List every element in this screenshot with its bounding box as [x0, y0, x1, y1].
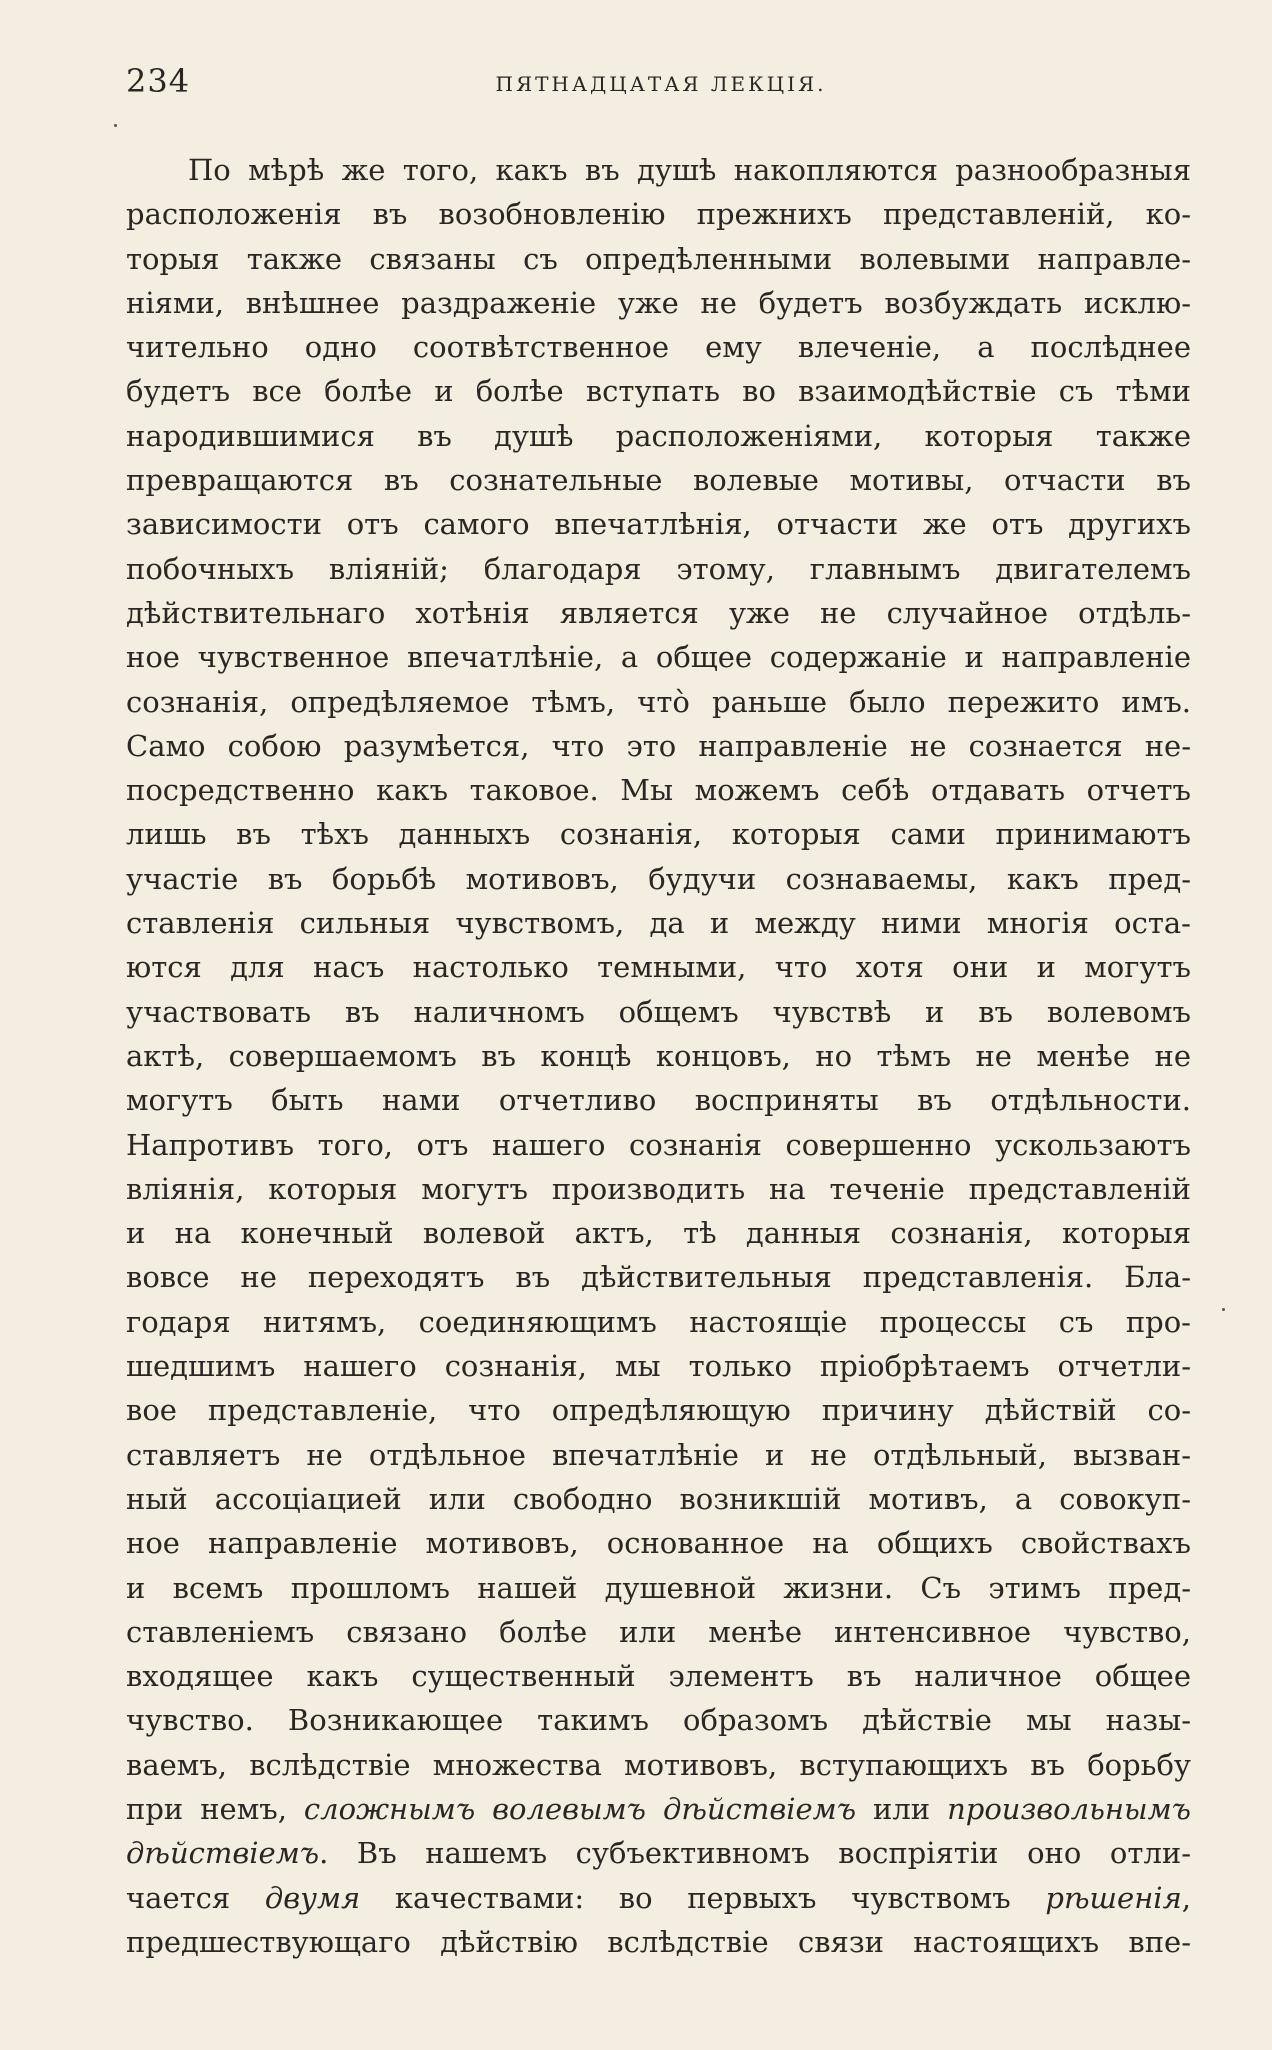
text-line: торыя также связаны съ опредѣленными волевыми направле-	[126, 241, 1191, 276]
emphasized-term: сложнымъ волевымъ дѣйствіемъ	[303, 1791, 857, 1826]
text-line: Напротивъ того, отъ нашего сознанія совершенно ускользаютъ	[126, 1127, 1191, 1162]
text-line: будетъ все болѣе и болѣе вступать во взаимодѣйствіе съ тѣми	[126, 374, 1191, 409]
page-header	[126, 62, 1196, 102]
text-line: актѣ, совершаемомъ въ концѣ концовъ, но тѣмъ не менѣе не	[126, 1038, 1191, 1073]
text-line: и всемъ прошломъ нашей душевной жизни. Съ этимъ пред-	[126, 1570, 1191, 1605]
text-line: предшествующаго дѣйствію вслѣдствіе связи настоящихъ впе-	[126, 1924, 1191, 1959]
print-speck	[1222, 1308, 1225, 1311]
text-line: чительно одно соотвѣтственное ему влеченіе, а послѣднее	[126, 330, 1191, 365]
text-line: участвовать въ наличномъ общемъ чувствѣ и въ волевомъ	[126, 994, 1191, 1029]
text-line: входящее какъ существенный элементъ въ наличное общее	[126, 1659, 1191, 1694]
text-line: лишь въ тѣхъ данныхъ сознанія, которыя сами принимаютъ	[126, 817, 1191, 852]
text-line: народившимися въ душѣ расположеніями, которыя также	[126, 418, 1191, 453]
text-line: ное чувственное впечатлѣніе, а общее содержаніе и направленіе	[126, 640, 1191, 675]
text-line-with-emphasis	[126, 1831, 1191, 1875]
text-segment: чается	[126, 1880, 265, 1915]
text-line: Само собою разумѣется, что это направленіе не сознается не-	[126, 728, 1191, 763]
emphasized-term: двумя	[264, 1880, 361, 1915]
text-line: вое представленіе, что опредѣляющую причину дѣйствій со-	[126, 1393, 1191, 1428]
emphasized-term: произвольнымъ	[947, 1791, 1191, 1826]
text-segment: ,	[1181, 1880, 1191, 1915]
text-segment: качествами: во первыхъ чувствомъ	[360, 1880, 1046, 1915]
text-line: превращаются въ сознательные волевые мотивы, отчасти въ	[126, 463, 1191, 498]
text-line: расположенія въ возобновленію прежнихъ представленій, ко-	[126, 197, 1191, 232]
text-line: вовсе не переходятъ въ дѣйствительныя представленія. Бла-	[126, 1260, 1191, 1295]
text-line: ное направленіе мотивовъ, основанное на общихъ свойствахъ	[126, 1526, 1191, 1561]
text-line: ставленія сильныя чувствомъ, да и между ними многія оста-	[126, 906, 1191, 941]
text-line: чувство. Возникающее такимъ образомъ дѣйствіе мы назы-	[126, 1703, 1191, 1738]
body-text	[126, 148, 1191, 1964]
text-line: шедшимъ нашего сознанія, мы только пріобрѣтаемъ отчетли-	[126, 1349, 1191, 1384]
text-line: могутъ быть нами отчетливо восприняты въ отдѣльности.	[126, 1083, 1191, 1118]
text-line: зависимости отъ самого впечатлѣнія, отчасти же отъ другихъ	[126, 507, 1191, 542]
text-segment: или	[856, 1791, 948, 1826]
text-line: годаря нитямъ, соединяющимъ настоящіе процессы съ про-	[126, 1304, 1191, 1339]
text-line: побочныхъ вліяній; благодаря этому, главнымъ двигателемъ	[126, 551, 1191, 586]
text-line: посредственно какъ таковое. Мы можемъ себѣ отдавать отчетъ	[126, 773, 1191, 808]
text-line-with-emphasis	[126, 1876, 1191, 1920]
text-segment: . Въ нашемъ субъективномъ воспріятіи оно отли-	[319, 1836, 1191, 1871]
text-segment: при немъ,	[126, 1791, 304, 1826]
text-line: вліянія, которыя могутъ производить на теченіе представленій	[126, 1171, 1191, 1206]
text-line: участіе въ борьбѣ мотивовъ, будучи сознаваемы, какъ пред-	[126, 861, 1191, 896]
text-line: дѣйствительнаго хотѣнія является уже не случайное отдѣль-	[126, 595, 1191, 630]
text-line: и на конечный волевой актъ, тѣ данныя сознанія, которыя	[126, 1216, 1191, 1251]
running-title: ПЯТНАДЦАТАЯ ЛЕКЦIЯ.	[495, 72, 827, 96]
text-line: ставляетъ не отдѣльное впечатлѣніе и не отдѣльный, вызван-	[126, 1437, 1191, 1472]
text-line: ваемъ, вслѣдствіе множества мотивовъ, вступающихъ въ борьбу	[126, 1747, 1191, 1782]
text-line: ются для насъ настолько темными, что хотя они и могутъ	[126, 950, 1191, 985]
text-line-with-emphasis	[126, 1787, 1191, 1831]
text-line: ный ассоціацией или свободно возникшій мотивъ, а совокуп-	[126, 1481, 1191, 1516]
emphasized-term: дѣйствіемъ	[126, 1836, 320, 1871]
text-line: По мѣрѣ же того, какъ въ душѣ накопляются разнообразныя	[188, 153, 1191, 187]
emphasized-term: рѣшенія	[1045, 1880, 1182, 1915]
text-line: ставленіемъ связано болѣе или менѣе интенсивное чувство,	[126, 1614, 1191, 1649]
text-line: сознанія, опредѣляемое тѣмъ, что̀ раньше было пережито имъ.	[126, 684, 1191, 719]
page-number: 234	[126, 62, 191, 100]
print-speck	[114, 124, 117, 127]
text-line: ніями, внѣшнее раздраженіе уже не будетъ возбуждать исклю-	[126, 285, 1191, 320]
